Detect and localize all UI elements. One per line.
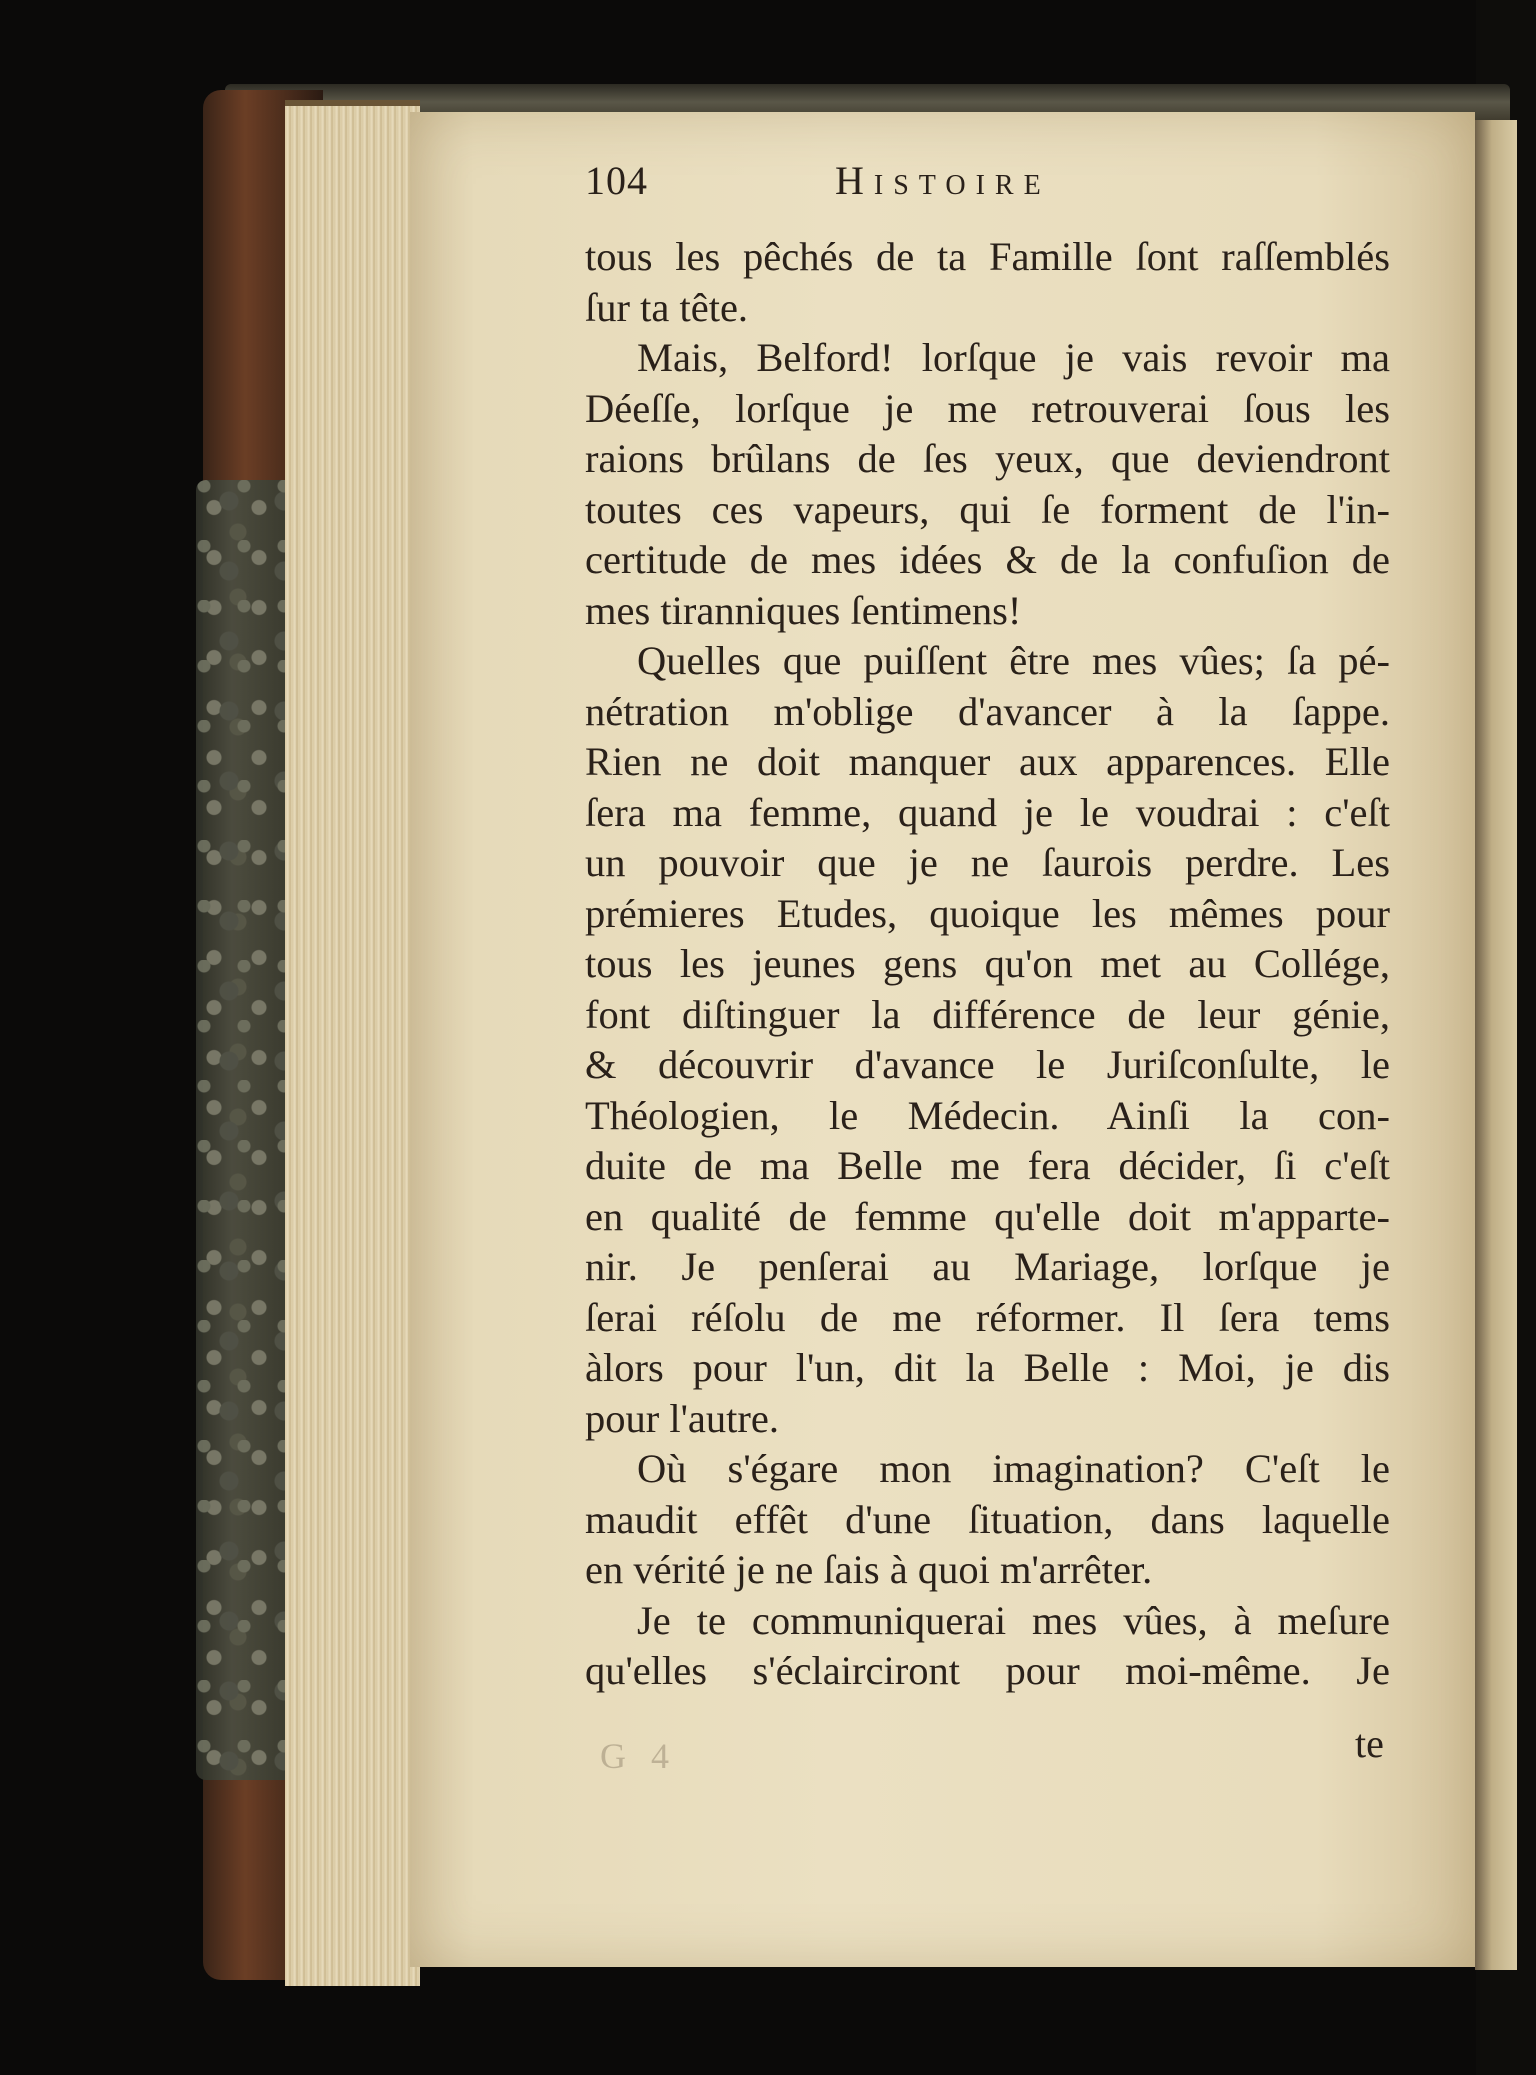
text-line: Où s'égare mon imagination? C'eſt le — [637, 1446, 1390, 1491]
text-line: qu'elles s'éclairciront pour moi-même. Je — [585, 1648, 1390, 1693]
page-number: 104 — [585, 158, 648, 203]
text-line: certitude de mes idées & de la confuſion de — [585, 537, 1390, 582]
text-line: raions brûlans de ſes yeux, que deviendront — [585, 436, 1390, 481]
text-line: Rien ne doit manquer aux apparences. Elle — [585, 739, 1390, 784]
text-line: pour l'autre. — [585, 1395, 779, 1441]
text-line: toutes ces vapeurs, qui ſe forment de l'in- — [585, 486, 1390, 532]
text-line: Théologien, le Médecin. Ainſi la con- — [585, 1092, 1390, 1138]
catchword: te — [1355, 1721, 1384, 1766]
text-line: font diſtinguer la différence de leur génie, — [585, 991, 1390, 1037]
page-edges — [285, 100, 420, 1986]
text-line: tous les pêchés de ta Famille ſont raſſemblés — [585, 234, 1390, 279]
text-line: duite de ma Belle me fera décider, ſi c'eſt — [585, 1143, 1390, 1188]
marbled-board — [196, 480, 286, 1780]
text-line: àlors pour l'un, dit la Belle : Moi, je dis — [585, 1345, 1390, 1390]
text-line: en vérité je ne ſais à quoi m'arrêter. — [585, 1547, 1153, 1592]
text-line: maudit effêt d'une ſituation, dans laquelle — [585, 1496, 1390, 1542]
text-line: Déeſſe, lorſque je me retrouverai ſous les — [585, 385, 1390, 431]
text-line: ſerai réſolu de me réformer. Il ſera tems — [585, 1294, 1390, 1340]
running-title: Histoire — [835, 158, 1051, 203]
text-line: mes tiranniques ſentimens! — [585, 587, 1022, 633]
book-gutter — [1475, 120, 1517, 1970]
text-line: un pouvoir que je ne ſaurois perdre. Les — [585, 840, 1390, 885]
text-line: Mais, Belford! lorſque je vais revoir ma — [637, 335, 1390, 380]
text-line: nir. Je penſerai au Mariage, lorſque je — [585, 1244, 1390, 1289]
text-line: & découvrir d'avance le Juriſconſulte, le — [585, 1042, 1390, 1087]
text-line: ſur ta tête. — [585, 284, 749, 330]
text-line: Je te communiquerai mes vûes, à meſure — [637, 1597, 1390, 1643]
text-line: ſera ma femme, quand je le voudrai : c'eſt — [585, 789, 1390, 835]
signature-mark: G 4 — [600, 1736, 677, 1776]
text-line: prémieres Etudes, quoique les mêmes pour — [585, 890, 1390, 936]
running-head — [585, 157, 1145, 205]
body-text — [585, 232, 1390, 1697]
text-line: tous les jeunes gens qu'on met au Collége, — [585, 941, 1390, 986]
text-line: Quelles que puiſſent être mes vûes; ſa pé- — [637, 638, 1390, 683]
text-line: nétration m'oblige d'avancer à la ſappe. — [585, 688, 1390, 734]
text-line: en qualité de femme qu'elle doit m'apparte- — [585, 1193, 1390, 1239]
